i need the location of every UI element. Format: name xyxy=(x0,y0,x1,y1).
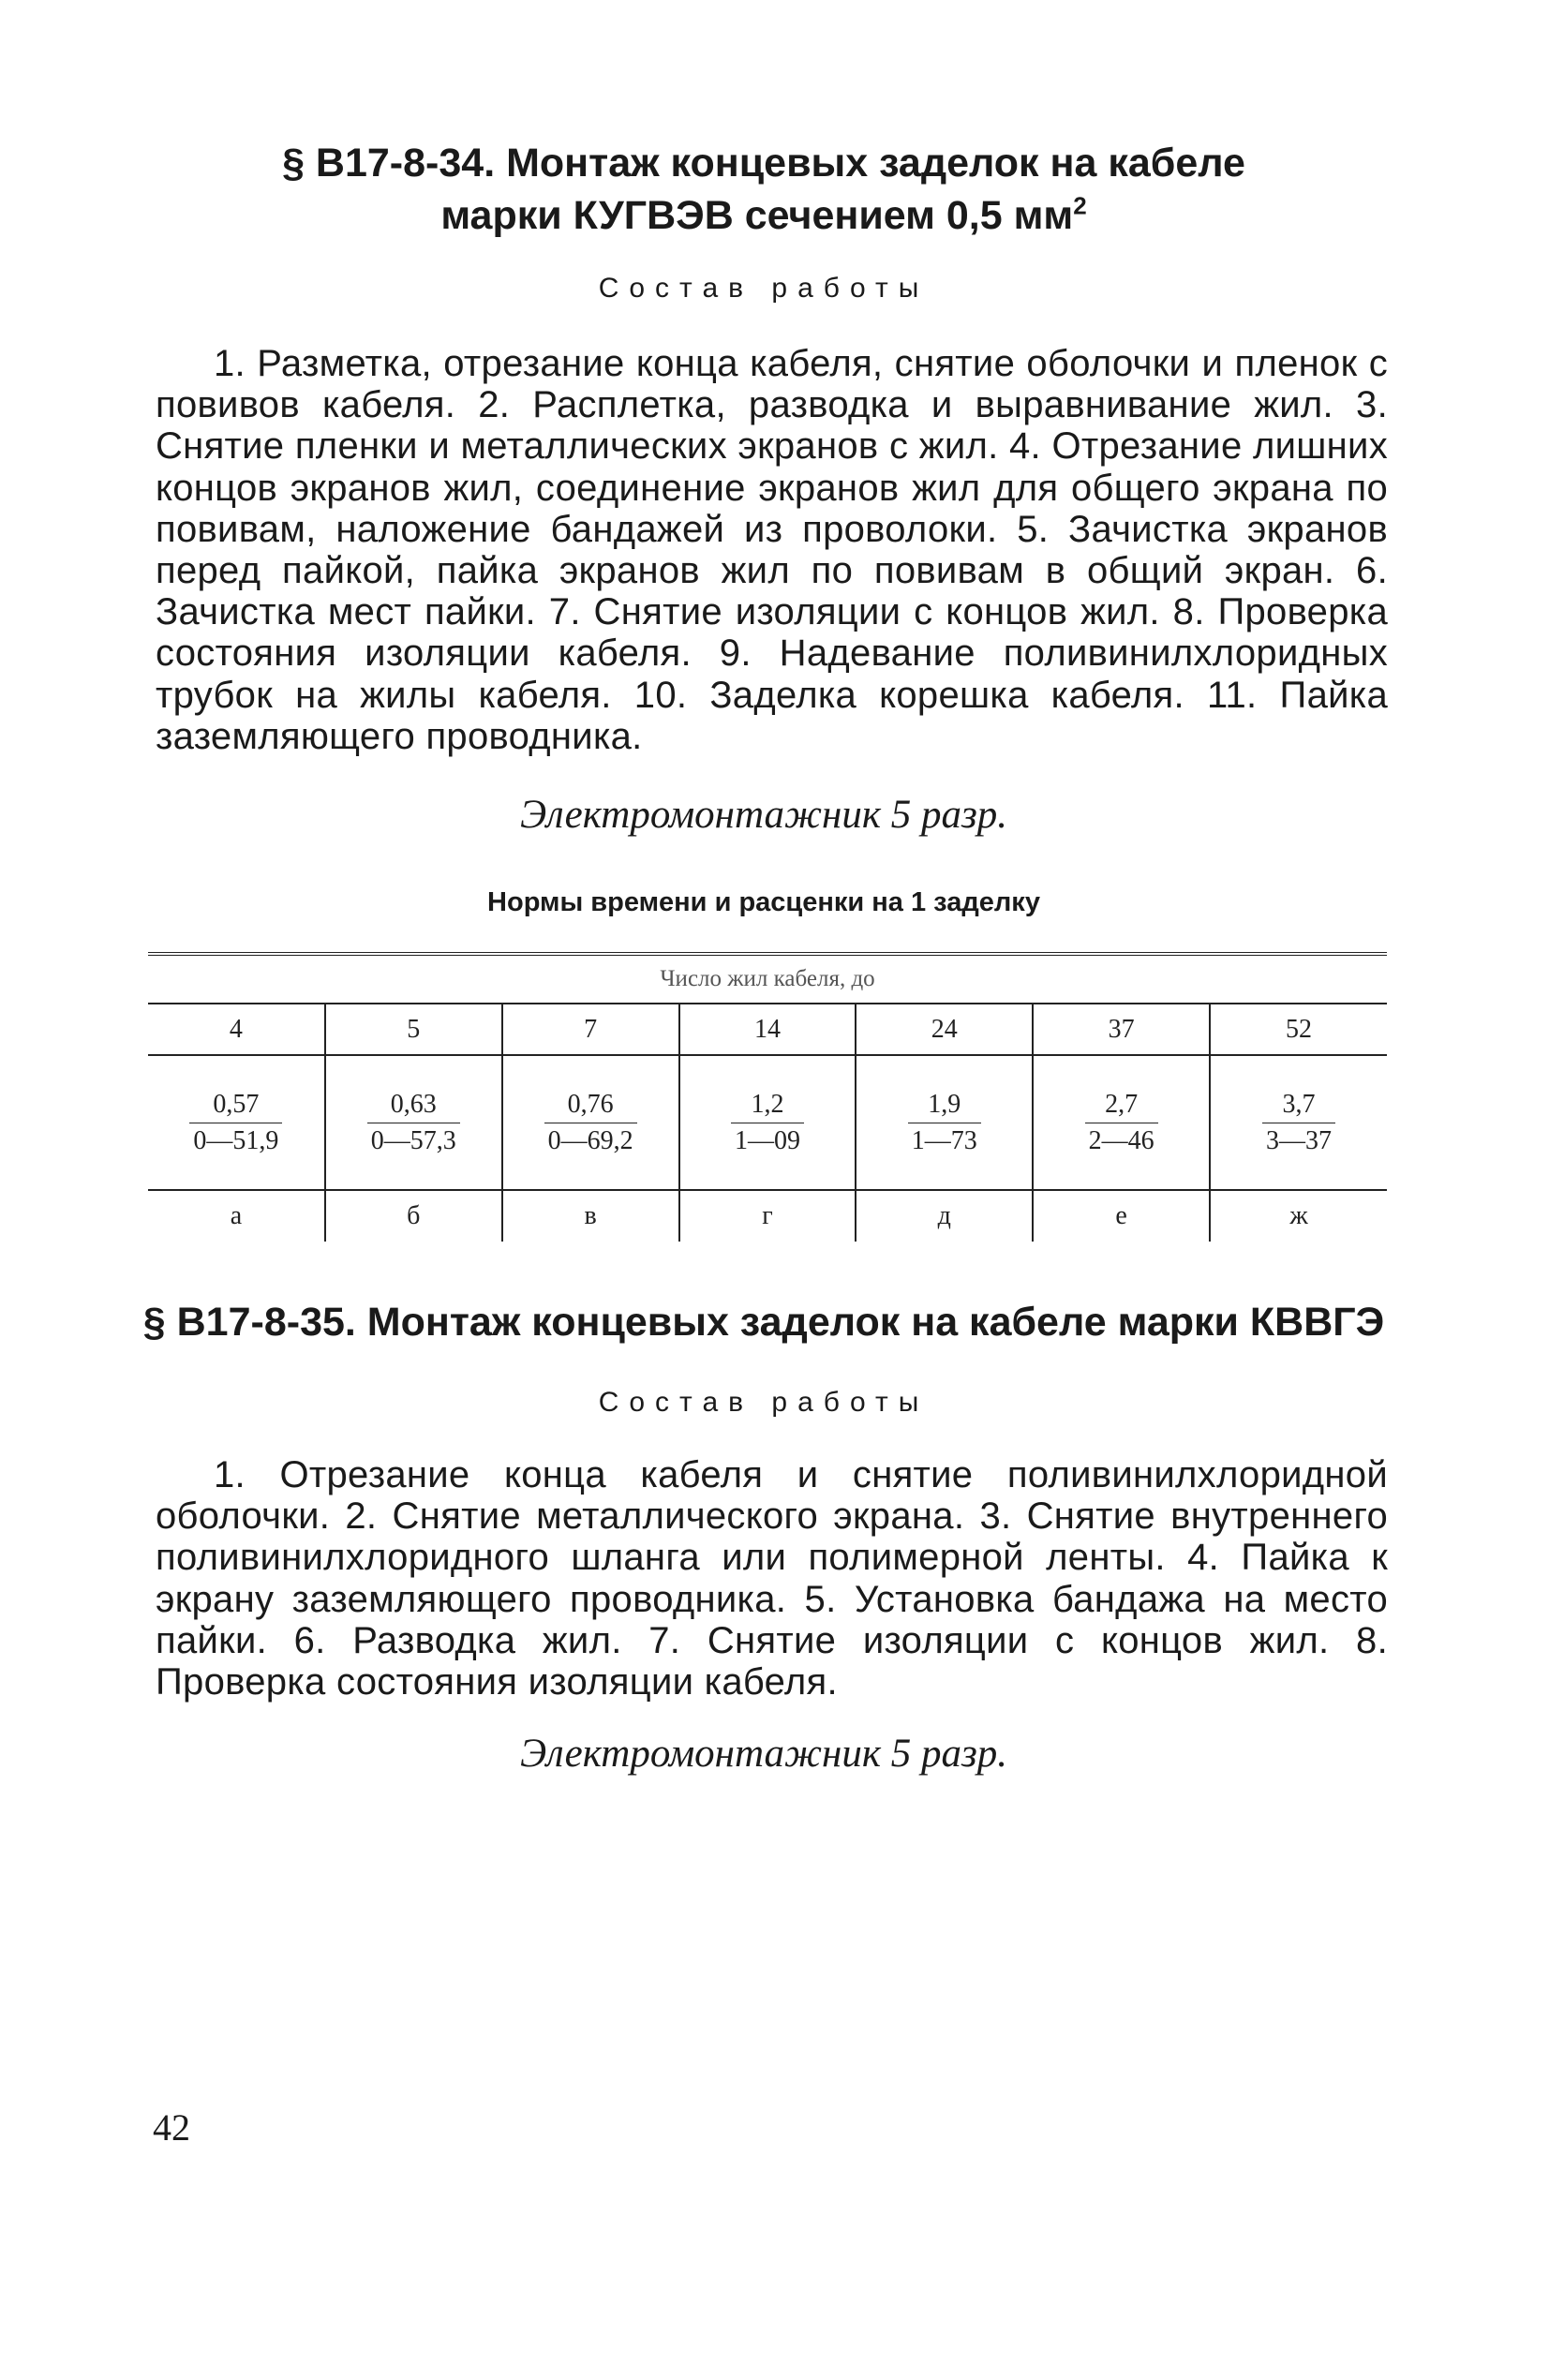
column-letter: а xyxy=(230,1201,243,1230)
section1-work-text: 1. Разметка, отрезание конца кабеля, снятие оболочки и пленок с повивов кабеля. 2. Расплетка, разводка и выравнивание жил. 3. Снятие пленки и металлических экранов с жил. 4. Отрезание лишних концов экранов жил, соединение экранов жил для общего экрана по повивам, наложение бандажей из проволоки. 5. Зачистка экранов перед пайкой, пайка экранов жил по повивам в общий экран. 6. Зачистка мест пайки. 7. Снятие изоляции с концов жил. 8. Проверка состояния изоляции кабеля. 9. Надевание поливинилхлоридных трубок на жилы кабеля. 10. Заделка корешка кабеля. 11. Пайка заземляющего проводника. xyxy=(156,343,1388,757)
price: 3—37 xyxy=(1266,1125,1333,1155)
table-cell xyxy=(148,1055,325,1190)
price: 1—09 xyxy=(734,1125,800,1155)
table-cell xyxy=(679,1055,856,1190)
column-header: 5 xyxy=(325,1004,502,1055)
column-letter: ж xyxy=(1210,1190,1387,1242)
table-cell xyxy=(856,1055,1033,1190)
column-header: 24 xyxy=(856,1004,1033,1055)
norms-table-header-row xyxy=(148,954,1387,1004)
norms-table-header: Число жил кабеля, до xyxy=(148,954,1387,1004)
section2-trade: Электромонтажник 5 разр. xyxy=(519,1732,1008,1776)
column-header: 14 xyxy=(679,1004,856,1055)
time-norm: 3,7 xyxy=(1262,1087,1335,1123)
norms-table-values-row xyxy=(148,1055,1387,1190)
section2-work-text: 1. Отрезание конца кабеля и снятие поливинилхлоридной оболочки. 2. Снятие металлического экрана. 3. Снятие внутреннего поливинилхлоридного шланга или полимерной ленты. 4. Пайка к экрану заземляющего проводника. 5. Установка бандажа на место пайки. 6. Разводка жил. 7. Снятие изоляции с концов жил. 8. Проверка состояния изоляции кабеля. xyxy=(156,1454,1388,1703)
price: 0—69,2 xyxy=(547,1125,633,1155)
column-letter: в xyxy=(502,1190,679,1242)
table-cell xyxy=(325,1055,502,1190)
time-norm: 0,63 xyxy=(367,1087,460,1123)
time-norm: 1,2 xyxy=(731,1087,804,1123)
norms-table xyxy=(148,952,1387,1242)
page-number: 42 xyxy=(153,2106,190,2149)
column-header: 4 xyxy=(148,1004,325,1055)
table-cell xyxy=(1033,1055,1210,1190)
price: 1—73 xyxy=(911,1125,977,1155)
time-norm: 1,9 xyxy=(908,1087,981,1123)
norms-table-caption: Нормы времени и расценки на 1 заделку xyxy=(487,887,1040,917)
column-letter: е xyxy=(1033,1190,1210,1242)
table-cell xyxy=(502,1055,679,1190)
column-header: 37 xyxy=(1033,1004,1210,1055)
column-letter: д xyxy=(856,1190,1033,1242)
column-header: 52 xyxy=(1210,1004,1387,1055)
column-letter: г xyxy=(679,1190,856,1242)
time-norm: 0,57 xyxy=(189,1087,282,1123)
price: 2—46 xyxy=(1088,1125,1154,1155)
section1-trade: Электромонтажник 5 разр. xyxy=(519,793,1008,837)
section1-heading xyxy=(141,137,1387,242)
price: 0—51,9 xyxy=(193,1125,279,1155)
section1-heading-line2: марки КУГВЭВ сечением 0,5 мм xyxy=(440,193,1074,238)
norms-table-letters-row xyxy=(148,1190,1387,1242)
section1-heading-superscript: 2 xyxy=(1073,191,1087,220)
table-cell xyxy=(1210,1055,1387,1190)
column-header: 7 xyxy=(502,1004,679,1055)
column-letter: б xyxy=(325,1190,502,1242)
section1-heading-line1: § В17-8-34. Монтаж концевых заделок на кабеле xyxy=(282,141,1245,186)
section1-work-label: Состав работы xyxy=(598,273,930,304)
time-norm: 2,7 xyxy=(1085,1087,1158,1123)
price: 0—57,3 xyxy=(370,1125,456,1155)
norms-table-columns-row xyxy=(148,1004,1387,1055)
section2-heading: § В17-8-35. Монтаж концевых заделок на кабеле марки КВВГЭ xyxy=(142,1300,1385,1345)
time-norm: 0,76 xyxy=(544,1087,637,1123)
section2-work-label: Состав работы xyxy=(598,1387,930,1418)
